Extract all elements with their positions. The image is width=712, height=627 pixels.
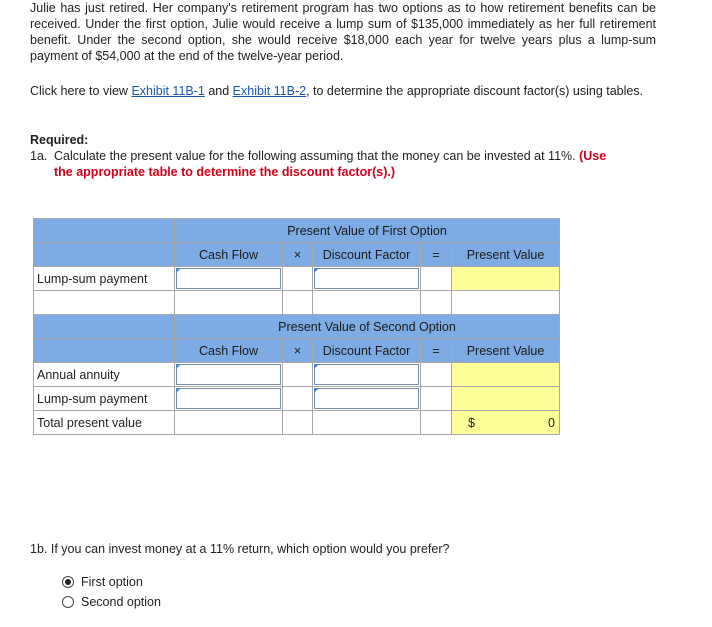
first-option-header-blank (34, 219, 175, 243)
annual-annuity-times-cell (283, 363, 313, 387)
annual-annuity-equals-cell (421, 363, 452, 387)
first-option-radio[interactable] (62, 574, 143, 590)
annual-annuity-discount-factor-input[interactable] (313, 363, 421, 387)
click-and: and (204, 84, 233, 98)
second-option-radio[interactable] (62, 594, 161, 610)
first-option-title: Present Value of First Option (175, 219, 560, 243)
required-heading: Required: (30, 133, 89, 147)
first-lump-sum-label: Lump-sum payment (34, 267, 175, 291)
annual-annuity-cash-flow-input[interactable] (175, 363, 283, 387)
second-cash-flow-header: Cash Flow (175, 339, 283, 363)
question-1a-note-1: (Use (579, 149, 607, 163)
annual-annuity-present-value (452, 363, 560, 387)
second-lump-sum-times-cell (283, 387, 313, 411)
exhibit-11b-2-link[interactable]: Exhibit 11B-2 (232, 84, 307, 98)
problem-intro: Julie has just retired. Her company's retirement program has two options as to how retirement benefits can be received. Under the first option, Julie would receive a lump sum of $135,000 immediately as her full retirement benefit. Under the second option, she would receive $18,000 each year for twelve years plus a lump-sum payment of $54,000 at the end of the twelve-year period. (30, 1, 656, 63)
second-lump-sum-cash-flow-input[interactable] (175, 387, 283, 411)
table-row (34, 363, 560, 387)
first-lump-sum-equals-cell (421, 267, 452, 291)
present-value-table (33, 218, 560, 435)
first-lump-sum-times-cell (283, 267, 313, 291)
table-row (34, 267, 560, 291)
second-discount-factor-header: Discount Factor (313, 339, 421, 363)
total-present-value-label: Total present value (34, 411, 175, 435)
exhibit-instructions (30, 83, 656, 99)
first-present-value-header: Present Value (452, 243, 560, 267)
question-1b: 1b. If you can invest money at a 11% return, which option would you prefer? (30, 542, 450, 556)
click-suffix: , to determine the appropriate discount factor(s) using tables. (306, 84, 644, 98)
table-row (34, 387, 560, 411)
first-option-radio-circle[interactable] (62, 576, 74, 588)
total-present-value (452, 411, 560, 435)
question-1a (30, 148, 660, 180)
second-option-radio-circle[interactable] (62, 596, 74, 608)
second-option-header-blank (34, 315, 175, 339)
first-lump-sum-discount-factor-input[interactable] (313, 267, 421, 291)
second-present-value-header: Present Value (452, 339, 560, 363)
second-lump-sum-present-value (452, 387, 560, 411)
first-blank-label (34, 291, 175, 315)
second-equals-symbol: = (421, 339, 452, 363)
second-option-subheader-blank (34, 339, 175, 363)
total-discount-cell (313, 411, 421, 435)
first-blank-present-value (452, 291, 560, 315)
first-lump-sum-present-value (452, 267, 560, 291)
question-1a-note-2: the appropriate table to determine the discount factor(s).) (54, 165, 396, 179)
first-blank-equals (421, 291, 452, 315)
first-times-symbol: × (283, 243, 313, 267)
click-prefix: Click here to view (30, 84, 132, 98)
first-discount-factor-header: Discount Factor (313, 243, 421, 267)
table-row (34, 411, 560, 435)
second-lump-sum-discount-factor-input[interactable] (313, 387, 421, 411)
first-option-label: First option (81, 575, 143, 589)
total-present-value-amount: 0 (548, 415, 555, 430)
first-blank-cash-flow (175, 291, 283, 315)
total-currency-symbol: $ (468, 415, 475, 430)
second-option-label: Second option (81, 595, 161, 609)
first-blank-times (283, 291, 313, 315)
second-option-title: Present Value of Second Option (175, 315, 560, 339)
radio-selected-dot (65, 579, 71, 585)
first-option-subheader-blank (34, 243, 175, 267)
first-blank-discount (313, 291, 421, 315)
second-lump-sum-equals-cell (421, 387, 452, 411)
total-equals-cell (421, 411, 452, 435)
second-lump-sum-label: Lump-sum payment (34, 387, 175, 411)
first-equals-symbol: = (421, 243, 452, 267)
total-times-cell (283, 411, 313, 435)
total-cash-flow-cell (175, 411, 283, 435)
table-row (34, 291, 560, 315)
exhibit-11b-1-link[interactable]: Exhibit 11B-1 (131, 84, 205, 98)
first-lump-sum-cash-flow-input[interactable] (175, 267, 283, 291)
question-1a-text: Calculate the present value for the following assuming that the money can be invested at 11%. (54, 149, 580, 163)
question-1a-number: 1a. (30, 149, 48, 163)
first-cash-flow-header: Cash Flow (175, 243, 283, 267)
second-times-symbol: × (283, 339, 313, 363)
annual-annuity-label: Annual annuity (34, 363, 175, 387)
